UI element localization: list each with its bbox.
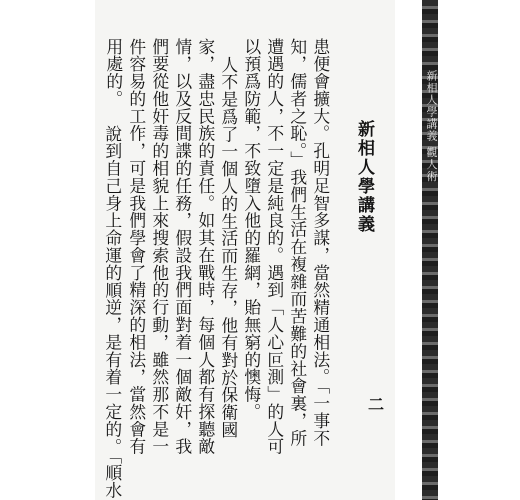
text-column: 知，儒者之恥。」我們生活在複雜而苦難的社會裏，所 [287, 38, 308, 447]
text-column: 以預爲防範，不致墮入他的羅網，貽無窮的懊悔。 [241, 38, 262, 421]
side-strip-text: 新相人學講義 觀人術 [425, 70, 438, 183]
text-column: 情，以及反間諜的任務，假設我們面對着一個敵奸，我 [172, 38, 193, 456]
text-column: 人不是爲了一個人的生活而生存，他有對於保衛國 [218, 56, 239, 439]
page-number: 二 [368, 395, 385, 414]
page-title: 新相人學講義 [354, 120, 374, 234]
side-strip [410, 0, 520, 500]
text-column: 用處的。 [103, 38, 124, 108]
text-column: 家，盡忠民族的責任。如其在戰時，每個人都有探聽敵 [195, 38, 216, 456]
text-column: 說到自己身上命運的順逆，是有着一定的。「順水 [102, 125, 123, 500]
text-column: 件容易的工作，可是我們學會了精深的相法，當然會有 [126, 38, 147, 456]
text-column: 們要從他奸毒的相貌上來搜索他的行動，雖然那不是一 [149, 38, 170, 456]
text-column: 患便會擴大。孔明足智多謀，當然精通相法。「一事不 [310, 38, 331, 447]
text-column: 遭遇的人，不一定是純良的。遇到「人心叵測」的人可 [264, 38, 285, 456]
